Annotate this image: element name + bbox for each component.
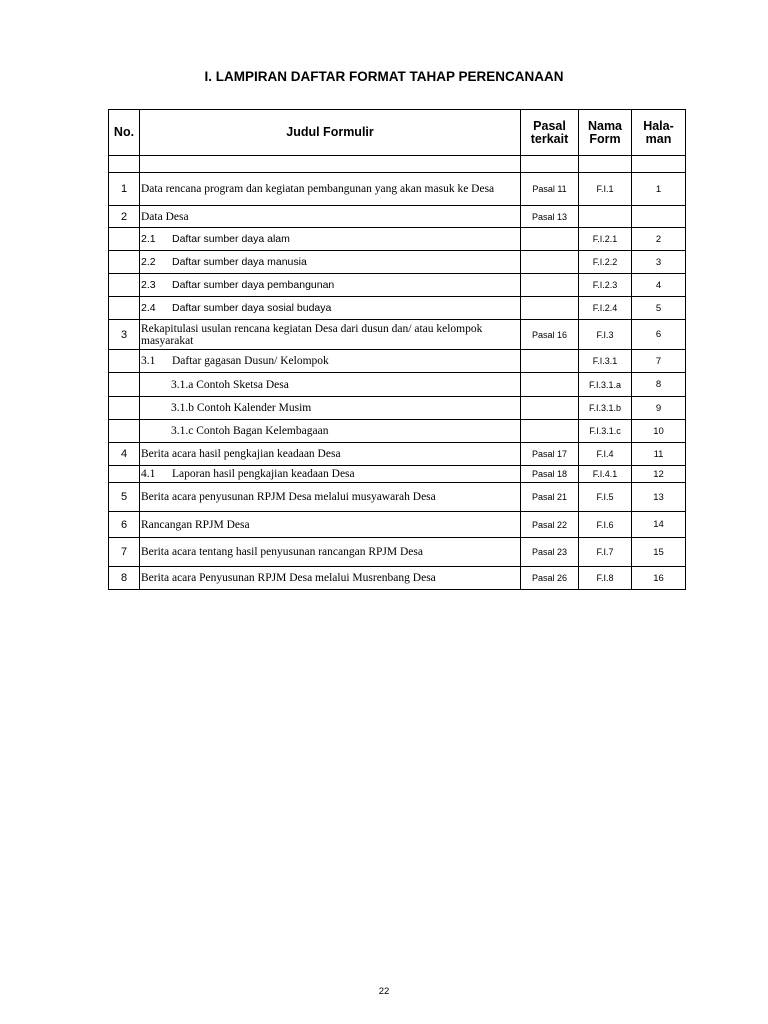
row-subnumber: 2.1 [141,233,156,245]
row-no [109,350,140,373]
row-title [140,228,521,251]
row-form: F.I.4.1 [579,466,632,483]
row-no [109,397,140,420]
table-row [109,350,686,373]
table-row [109,443,686,466]
row-no [109,420,140,443]
row-no [109,297,140,320]
row-pasal [521,297,579,320]
row-form: F.I.3 [579,320,632,350]
row-subnumber: 2.4 [141,302,156,314]
header-halaman: Hala- man [632,110,686,156]
row-pasal [521,228,579,251]
row-halaman: 16 [632,567,686,590]
page-number: 22 [378,986,390,997]
row-form: F.I.3.1.a [579,373,632,397]
row-halaman: 3 [632,251,686,274]
row-form: F.I.2.4 [579,297,632,320]
row-halaman: 9 [632,397,686,420]
row-form: F.I.2.2 [579,251,632,274]
table-row [109,320,686,350]
row-form: F.I.2.3 [579,274,632,297]
row-halaman: 8 [632,373,686,397]
row-halaman: 10 [632,420,686,443]
row-title: Berita acara Penyusunan RPJM Desa melalui Musrenbang Desa [140,567,521,590]
row-title-text: Daftar gagasan Dusun/ Kelompok [172,355,329,367]
row-pasal [521,373,579,397]
row-no [109,373,140,397]
table-row [109,420,686,443]
row-pasal: Pasal 22 [521,512,579,538]
table-row [109,173,686,206]
row-pasal: Pasal 17 [521,443,579,466]
row-subnumber: 2.2 [141,256,156,268]
row-pasal [521,274,579,297]
row-no: 5 [109,483,140,512]
row-no: 8 [109,567,140,590]
row-form: F.I.5 [579,483,632,512]
row-halaman: 6 [632,320,686,350]
row-halaman: 11 [632,443,686,466]
row-form: F.I.3.1.c [579,420,632,443]
row-pasal: Pasal 16 [521,320,579,350]
row-title: 3.1.c Contoh Bagan Kelembagaan [140,420,521,443]
row-halaman: 13 [632,483,686,512]
row-pasal [521,350,579,373]
row-title [140,466,521,483]
row-form: F.I.8 [579,567,632,590]
row-title: Rancangan RPJM Desa [140,512,521,538]
table-row [109,567,686,590]
row-title [140,297,521,320]
header-pasal: Pasal terkait [521,110,579,156]
row-title-text: Daftar sumber daya alam [172,233,290,245]
row-no: 4 [109,443,140,466]
row-form: F.I.7 [579,538,632,567]
row-halaman: 4 [632,274,686,297]
row-title [140,350,521,373]
table-header-row [109,110,686,156]
row-subnumber: 2.3 [141,279,156,291]
row-title-text: Daftar sumber daya sosial budaya [172,302,332,314]
row-form: F.I.3.1.b [579,397,632,420]
row-pasal: Pasal 23 [521,538,579,567]
table-row [109,251,686,274]
row-halaman [632,206,686,228]
row-no [109,274,140,297]
row-no: 3 [109,320,140,350]
row-title: Data rencana program dan kegiatan pembangunan yang akan masuk ke Desa [140,173,521,206]
row-halaman: 5 [632,297,686,320]
row-form: F.I.1 [579,173,632,206]
row-title: Rekapitulasi usulan rencana kegiatan Desa dari dusun dan/ atau kelompok masyarakat [140,320,521,350]
row-no: 2 [109,206,140,228]
header-no: No. [109,110,140,156]
row-halaman: 2 [632,228,686,251]
table-row [109,274,686,297]
row-title-text: Laporan hasil pengkajian keadaan Desa [172,468,355,480]
spacer-row [109,156,686,173]
row-title: 3.1.a Contoh Sketsa Desa [140,373,521,397]
table-row [109,483,686,512]
row-pasal: Pasal 13 [521,206,579,228]
row-pasal: Pasal 21 [521,483,579,512]
row-halaman: 7 [632,350,686,373]
row-title-text: Daftar sumber daya manusia [172,256,307,268]
row-no [109,251,140,274]
row-halaman: 1 [632,173,686,206]
table-row [109,206,686,228]
row-no [109,228,140,251]
row-title [140,251,521,274]
row-halaman: 14 [632,512,686,538]
row-pasal [521,251,579,274]
row-title [140,274,521,297]
row-form: F.I.2.1 [579,228,632,251]
page-title: I. LAMPIRAN DAFTAR FORMAT TAHAP PERENCANAAN [204,69,564,84]
row-no: 1 [109,173,140,206]
row-pasal: Pasal 18 [521,466,579,483]
table-row [109,538,686,567]
table-row [109,373,686,397]
row-pasal: Pasal 26 [521,567,579,590]
row-title: Berita acara hasil pengkajian keadaan Desa [140,443,521,466]
table-row [109,512,686,538]
row-no [109,466,140,483]
row-form: F.I.4 [579,443,632,466]
row-no: 6 [109,512,140,538]
row-title: Berita acara tentang hasil penyusunan rancangan RPJM Desa [140,538,521,567]
header-nama-form: Nama Form [579,110,632,156]
row-pasal [521,420,579,443]
row-pasal [521,397,579,420]
format-table [108,109,686,590]
row-title: Data Desa [140,206,521,228]
row-no: 7 [109,538,140,567]
row-title: Berita acara penyusunan RPJM Desa melalui musyawarah Desa [140,483,521,512]
table-row [109,397,686,420]
row-form [579,206,632,228]
table-row [109,228,686,251]
row-halaman: 12 [632,466,686,483]
row-subnumber: 3.1 [141,355,156,367]
table-row [109,297,686,320]
header-judul: Judul Formulir [140,110,521,156]
row-subnumber: 4.1 [141,468,156,480]
row-form: F.I.6 [579,512,632,538]
row-title-text: Daftar sumber daya pembangunan [172,279,335,291]
row-form: F.I.3.1 [579,350,632,373]
row-pasal: Pasal 11 [521,173,579,206]
table-row [109,466,686,483]
row-title: 3.1.b Contoh Kalender Musim [140,397,521,420]
row-halaman: 15 [632,538,686,567]
